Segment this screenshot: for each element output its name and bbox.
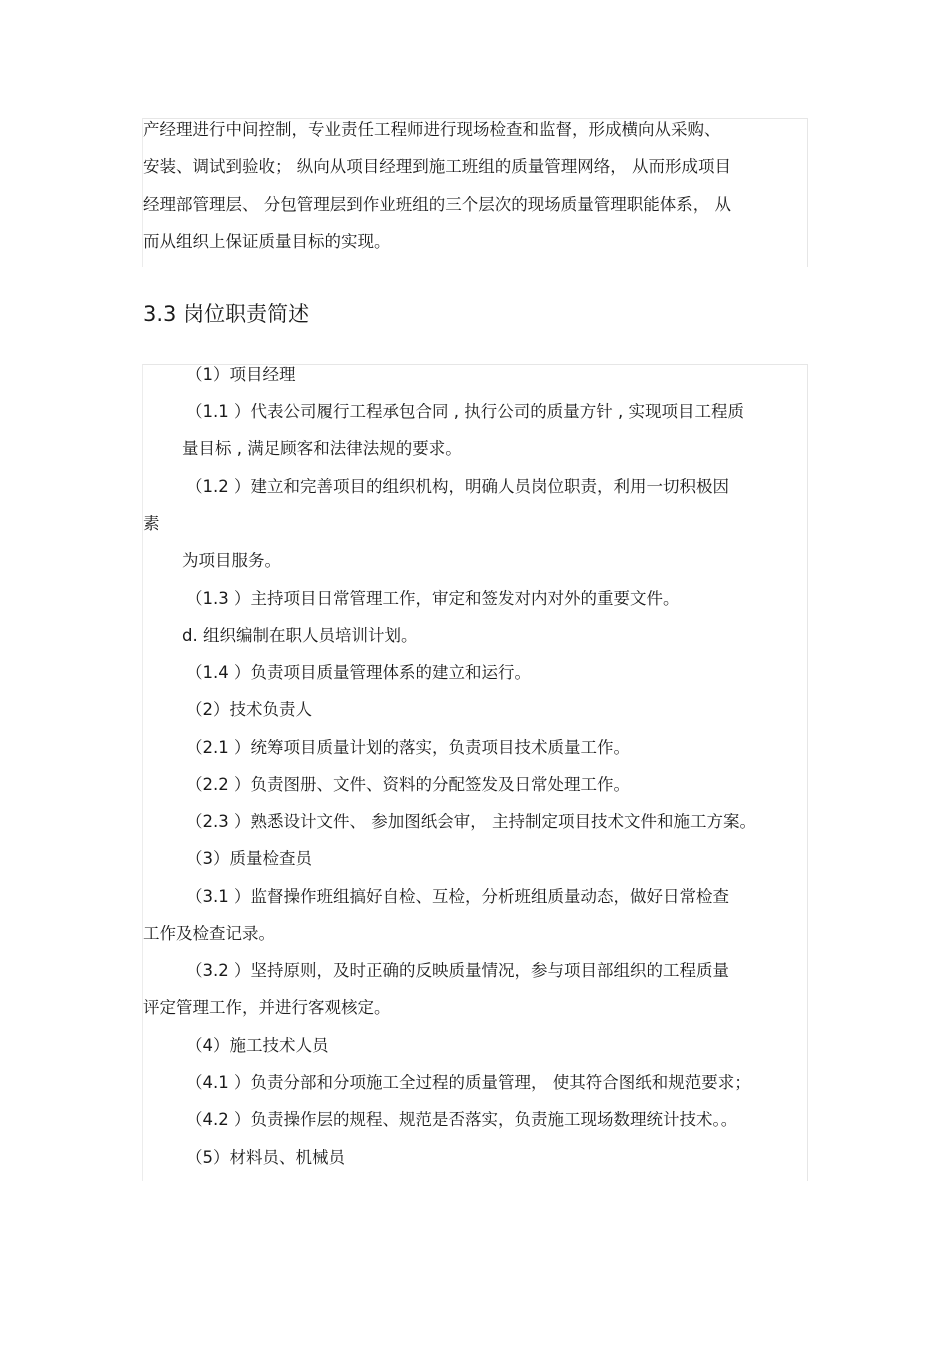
intro-line-1: 产经理进行中间控制，专业责任工程师进行现场检查和监督，形成横向从采购、	[143, 120, 721, 139]
intro-line-2: 安装、调试到验收； 纵向从项目经理到施工班组的质量管理网络， 从而形成项目	[143, 157, 731, 176]
intro-line-3: 经理部管理层、 分包管理层到作业班组的三个层次的现场质量管理职能体系， 从	[143, 195, 731, 214]
duty-line: （2.3 ）熟悉设计文件、 参加图纸会审， 主持制定项目技术文件和施工方案。	[186, 812, 756, 831]
duty-line: （4.2 ）负责操作层的规程、规范是否落实，负责施工现场数理统计技术。。	[186, 1110, 738, 1129]
intro-line-4: 而从组织上保证质量目标的实现。	[143, 232, 391, 251]
duty-line: （2.1 ）统筹项目质量计划的落实，负责项目技术质量工作。	[186, 738, 630, 757]
duty-line: （5）材料员、机械员	[186, 1148, 345, 1167]
duty-line: 素	[143, 514, 160, 533]
duty-line: （3.2 ）坚持原则，及时正确的反映质量情况，参与项目部组织的工程质量	[186, 961, 729, 980]
duty-line: （1）项目经理	[186, 365, 296, 384]
duty-line: （4）施工技术人员	[186, 1036, 329, 1055]
duty-line: d. 组织编制在职人员培训计划。	[182, 626, 418, 645]
duty-line: （1.4 ）负责项目质量管理体系的建立和运行。	[186, 663, 531, 682]
duty-line: （1.3 ）主持项目日常管理工作，审定和签发对内对外的重要文件。	[186, 589, 680, 608]
duty-line: （3.1 ）监督操作班组搞好自检、互检，分析班组质量动态，做好日常检查	[186, 887, 729, 906]
duty-line: （2.2 ）负责图册、文件、资料的分配签发及日常处理工作。	[186, 775, 630, 794]
duty-line: （2）技术负责人	[186, 700, 312, 719]
duty-line: （1.1 ）代表公司履行工程承包合同 , 执行公司的质量方针 , 实现项目工程质	[186, 402, 744, 421]
duty-line: 量目标 , 满足顾客和法律法规的要求。	[182, 439, 462, 458]
duty-line: （4.1 ）负责分部和分项施工全过程的质量管理， 使其符合图纸和规范要求；	[186, 1073, 751, 1092]
duty-line: （1.2 ）建立和完善项目的组织机构，明确人员岗位职责，利用一切积极因	[186, 477, 729, 496]
duty-line: 工作及检查记录。	[143, 924, 275, 943]
duty-line: 评定管理工作，并进行客观核定。	[143, 998, 391, 1017]
duty-line: （3）质量检查员	[186, 849, 312, 868]
section-heading: 3.3 岗位职责简述	[143, 302, 310, 326]
duty-line: 为项目服务。	[182, 551, 281, 570]
